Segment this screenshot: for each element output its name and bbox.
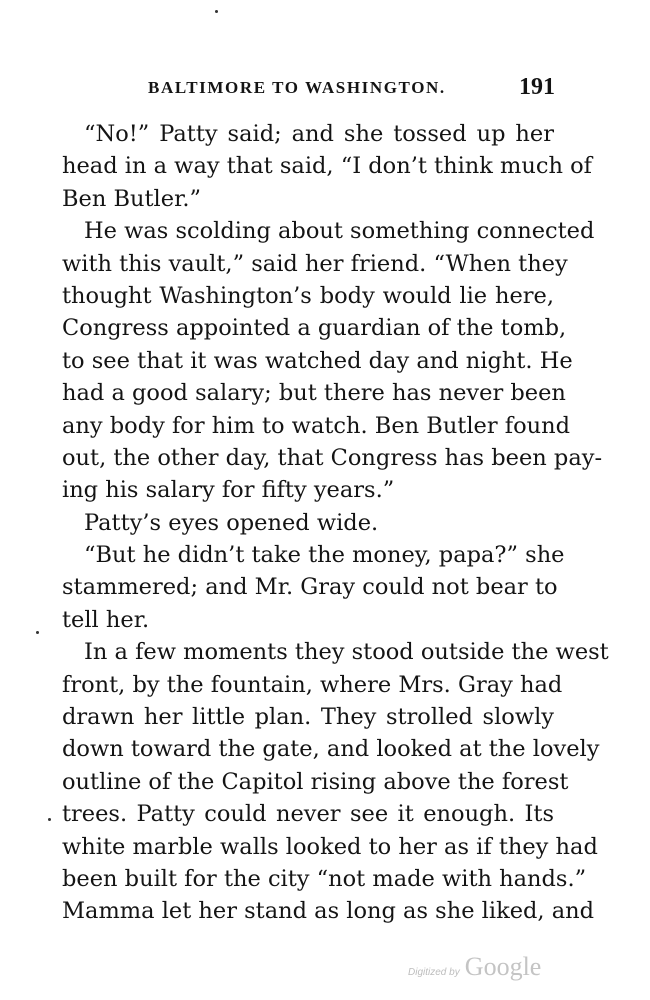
- text-line: front, by the fountain, where Mrs. Gray had: [62, 671, 563, 698]
- text-line: outline of the Capitol rising above the forest: [62, 768, 569, 795]
- text-line: In a few moments they stood outside the west: [84, 639, 609, 666]
- text-line: Congress appointed a guardian of the tomb,: [62, 315, 567, 342]
- text-line: ing his salary for fifty years.”: [62, 477, 395, 504]
- text-line: down toward the gate, and looked at the lovely: [62, 736, 600, 763]
- print-speck: [36, 631, 39, 634]
- text-line: He was scolding about something connected: [84, 218, 595, 245]
- watermark-prefix: Digitized by: [408, 967, 460, 978]
- text-line: white marble walls looked to her as if they had: [62, 833, 598, 860]
- text-line: had a good salary; but there has never been: [62, 380, 566, 407]
- text-line: Patty’s eyes opened wide.: [84, 509, 379, 536]
- digitization-watermark: [408, 952, 541, 982]
- text-line: thought Washington’s body would lie here,: [62, 282, 554, 309]
- page-number: 191: [519, 74, 555, 100]
- print-speck: [48, 818, 51, 821]
- text-line: out, the other day, that Congress has been pay-: [62, 444, 603, 471]
- text-line: “But he didn’t take the money, papa?” she: [84, 542, 565, 569]
- text-line: Mamma let her stand as long as she liked, and: [62, 898, 595, 925]
- text-line: trees. Patty could never see it enough. Its: [62, 801, 554, 828]
- text-line: head in a way that said, “I don’t think much of: [62, 153, 593, 180]
- text-line: tell her.: [62, 606, 150, 633]
- text-line: any body for him to watch. Ben Butler found: [62, 412, 571, 439]
- running-head: BALTIMORE TO WASHINGTON.: [148, 78, 446, 97]
- text-line: “No!” Patty said; and she tossed up her: [84, 121, 554, 147]
- text-line: Ben Butler.”: [62, 185, 202, 212]
- page-header: [0, 74, 650, 104]
- text-line: drawn her little plan. They strolled slowly: [62, 704, 554, 731]
- print-speck: [215, 10, 218, 13]
- watermark-brand: Google: [464, 952, 542, 981]
- text-line: been built for the city “not made with hands.”: [62, 865, 587, 892]
- text-line: stammered; and Mr. Gray could not bear to: [62, 574, 558, 601]
- text-line: to see that it was watched day and night. He: [62, 347, 573, 374]
- text-line: with this vault,” said her friend. “When they: [62, 250, 568, 277]
- body-text: [62, 118, 609, 928]
